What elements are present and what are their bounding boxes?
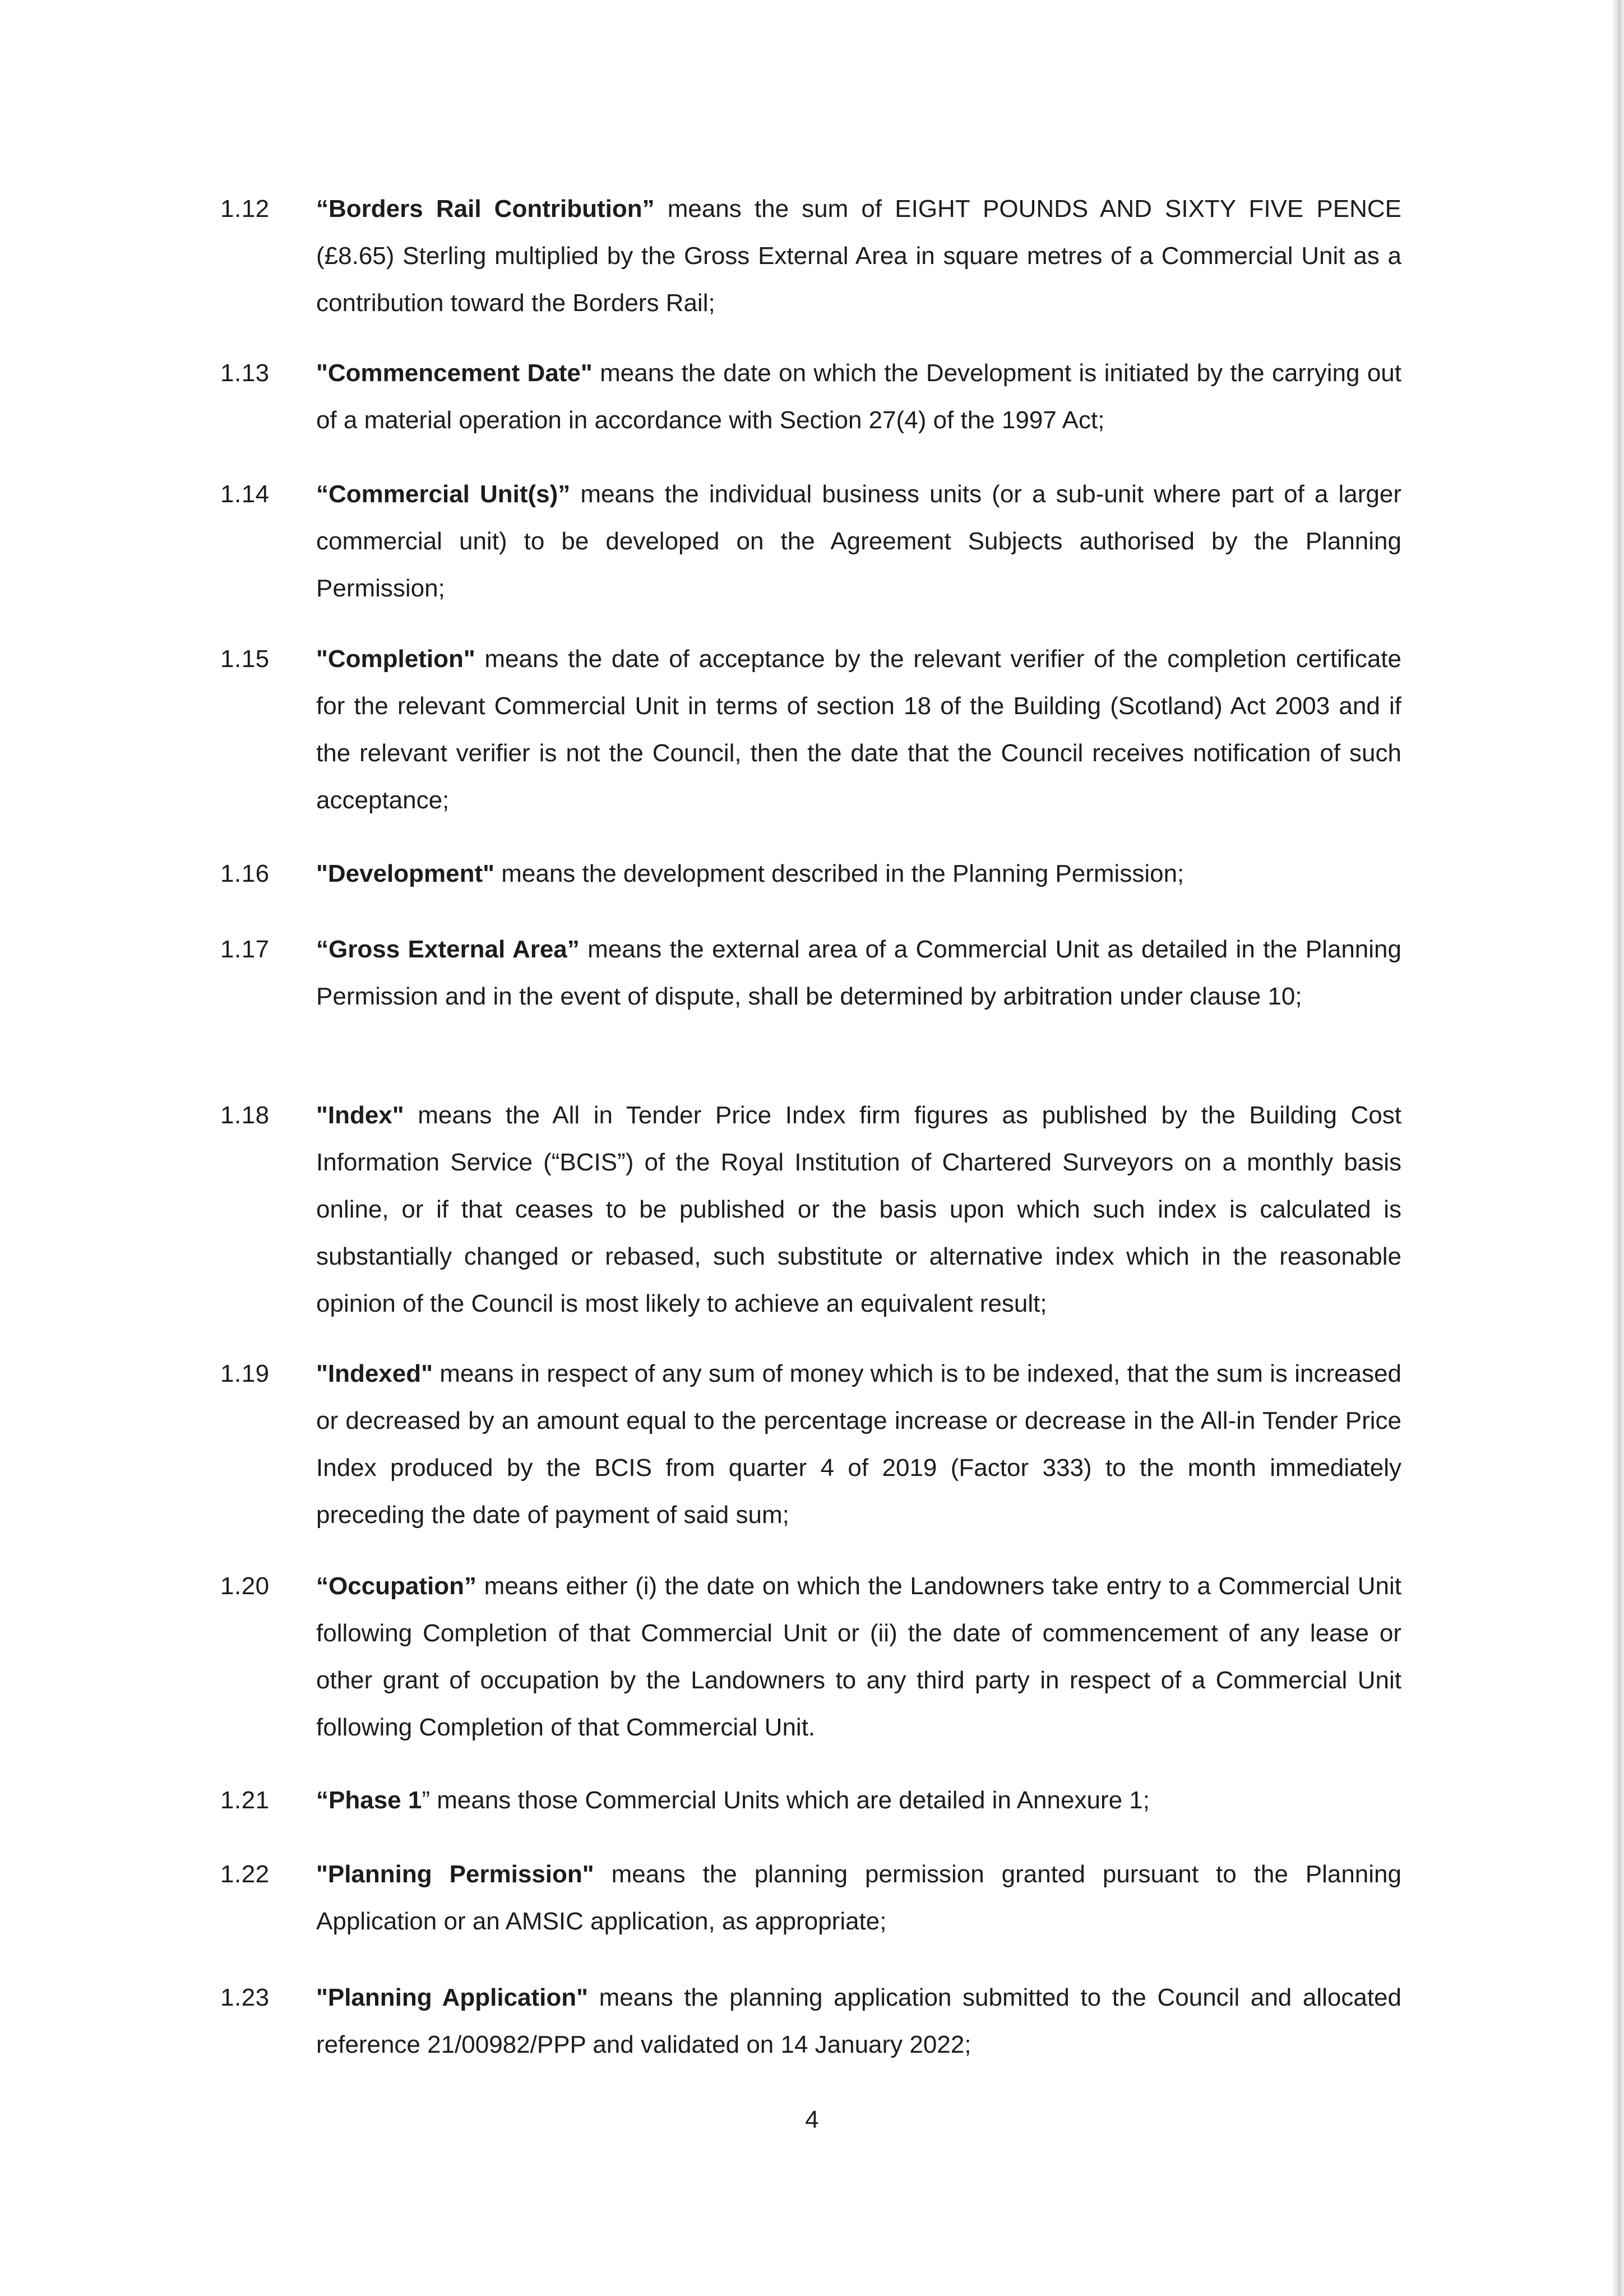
clause-number: 1.14 (220, 480, 270, 508)
definition-text: means in respect of any sum of money which is to be indexed, that the sum is increased or decreased by an amount equal to the percentage increase or decrease in the All-in Tender Price Index produced by the BCIS from quarter 4 of 2019 (Factor 333) to the month immediately preceding the date of payment of said sum; (316, 1360, 1401, 1529)
clause-number: 1.15 (220, 645, 270, 673)
defined-term: "Commencement Date" (316, 359, 593, 387)
definition-text: means the planning application submitted to the Council and allocated reference 21/00982/PPP and validated on 14 January 2022; (316, 1984, 1401, 2058)
definition-text: means the All in Tender Price Index firm figures as published by the Building Cost Information Service (“BCIS”) of the Royal Institution of Chartered Surveyors on a monthly basis online, or if that ceases to be published or the basis upon which such index is calculated is substantially changed or rebased, such substitute or alternative index which in the reasonable opinion of the Council is most likely to achieve an equivalent result; (316, 1101, 1401, 1317)
clause-definition (316, 1974, 1401, 2068)
clause-definition (316, 850, 1401, 897)
clause-definition (316, 1350, 1401, 1539)
clause-number: 1.16 (220, 860, 270, 887)
defined-term: “Occupation” (316, 1572, 477, 1600)
page-number: 4 (805, 2106, 819, 2133)
defined-term: "Planning Permission" (316, 1860, 594, 1888)
defined-term: “Phase 1 (316, 1786, 422, 1814)
clause-definition (316, 1851, 1401, 1945)
clause-number: 1.23 (220, 1984, 270, 2011)
definition-text: means the sum of EIGHT POUNDS AND SIXTY FIVE PENCE (£8.65) Sterling multiplied by the Gross External Area in square metres of a Commercial Unit as a contribution toward the Borders Rail; (316, 195, 1401, 317)
defined-term: "Planning Application" (316, 1984, 589, 2011)
scan-edge (1612, 0, 1624, 2296)
clause-number: 1.13 (220, 359, 270, 387)
clause-number: 1.18 (220, 1101, 270, 1129)
defined-term: “Borders Rail Contribution” (316, 195, 655, 223)
definition-text: means the planning permission granted pursuant to the Planning Application or an AMSIC application, as appropriate; (316, 1860, 1401, 1935)
definition-text: means the date on which the Development is initiated by the carrying out of a material operation in accordance with Section 27(4) of the 1997 Act; (316, 359, 1401, 434)
clause-number: 1.21 (220, 1786, 270, 1814)
clause-definition (316, 1777, 1401, 1824)
definition-text: means the external area of a Commercial Unit as detailed in the Planning Permission and in the event of dispute, shall be determined by arbitration under clause 10; (316, 936, 1401, 1010)
clause-definition (316, 471, 1401, 612)
clause-number: 1.17 (220, 936, 270, 963)
clause-number: 1.12 (220, 195, 270, 223)
defined-term: "Index" (316, 1101, 404, 1129)
clause-definition (316, 1092, 1401, 1327)
definition-text: ” means those Commercial Units which are detailed in Annexure 1; (422, 1786, 1150, 1814)
definition-text: means the individual business units (or a sub-unit where part of a larger commercial unit) to be developed on the Agreement Subjects authorised by the Planning Permission; (316, 480, 1401, 602)
defined-term: "Development" (316, 860, 495, 887)
clause-definition (316, 926, 1401, 1020)
defined-term: “Gross External Area” (316, 936, 580, 963)
defined-term: "Completion" (316, 645, 475, 673)
clause-number: 1.20 (220, 1572, 270, 1600)
clause-definition (316, 1563, 1401, 1751)
clause-number: 1.19 (220, 1360, 270, 1387)
definition-text: means the date of acceptance by the relevant verifier of the completion certificate for the relevant Commercial Unit in terms of section 18 of the Building (Scotland) Act 2003 and if the relevant verifier is not the Council, then the date that the Council receives notification of such acceptance; (316, 645, 1401, 814)
definition-text: means either (i) the date on which the Landowners take entry to a Commercial Unit following Completion of that Commercial Unit or (ii) the date of commencement of any lease or other grant of occupation by the Landowners to any third party in respect of a Commercial Unit following Completion of that Commercial Unit. (316, 1572, 1401, 1741)
clause-definition (316, 350, 1401, 444)
definition-text: means the development described in the Planning Permission; (494, 860, 1185, 887)
clause-number: 1.22 (220, 1860, 270, 1888)
clause-definition (316, 186, 1401, 327)
clause-definition (316, 636, 1401, 824)
defined-term: “Commercial Unit(s)” (316, 480, 571, 508)
defined-term: "Indexed" (316, 1360, 433, 1387)
